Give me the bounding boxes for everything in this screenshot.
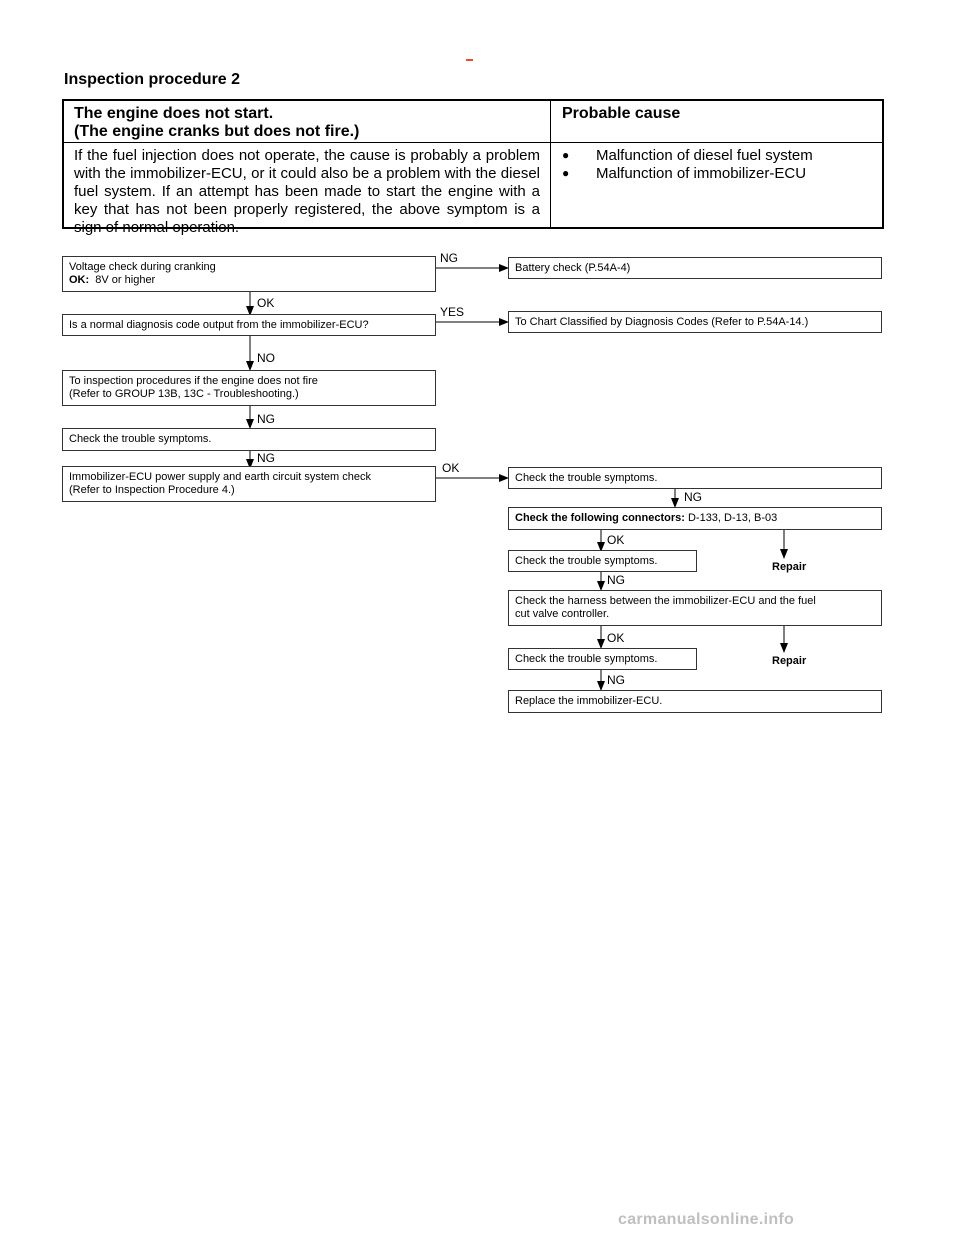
label-ok: OK — [607, 631, 625, 645]
trouble-symptoms-box-1: Check the trouble symptoms. — [62, 428, 436, 451]
repair-label: Repair — [772, 655, 807, 667]
probable-cause-item: ● Malfunction of immobilizer-ECU — [562, 165, 813, 183]
label-yes: YES — [440, 305, 465, 319]
connector-list: D-133, D-13, B-03 — [687, 512, 778, 524]
ok-criteria-label: OK: — [69, 274, 90, 286]
page-title: Inspection procedure 2 — [64, 71, 241, 88]
inspection-reference-box — [62, 370, 436, 406]
watermark: carmanualsonline.info — [618, 1211, 795, 1228]
symptom-line-1: The engine does not start. — [74, 105, 274, 122]
connector-check-label: Check the following connectors: — [515, 512, 685, 524]
connector-check-box — [508, 507, 882, 530]
probable-cause-item: ● Malfunction of diesel fuel system — [562, 147, 813, 165]
trouble-symptoms-box-4: Check the trouble symptoms. — [508, 648, 697, 670]
label-ok: OK — [257, 296, 275, 310]
ok-criteria-value: 8V or higher — [95, 274, 156, 286]
label-ng: NG — [684, 490, 702, 504]
label-ng: NG — [257, 451, 275, 465]
symptom-line-2: (The engine cranks but does not fire.) — [74, 123, 360, 140]
voltage-check-box — [62, 256, 436, 292]
harness-check-line-1: Check the harness between the immobilizer-ECU and the fuel — [515, 595, 816, 607]
harness-check-line-2: cut valve controller. — [515, 608, 610, 620]
replace-ecu-box: Replace the immobilizer-ECU. — [508, 690, 882, 713]
label-ng: NG — [257, 412, 275, 426]
repair-label: Repair — [772, 561, 807, 573]
label-no: NO — [257, 351, 275, 365]
inspection-reference-line-1: To inspection procedures if the engine does not fire — [69, 375, 318, 387]
voltage-check-text: Voltage check during cranking — [69, 261, 216, 273]
trouble-symptoms-box-3: Check the trouble symptoms. — [508, 550, 697, 572]
label-ng: NG — [440, 251, 458, 265]
diagnosis-question-box: Is a normal diagnosis code output from the immobilizer-ECU? — [62, 314, 436, 336]
probable-cause-header: Probable cause — [562, 105, 681, 122]
trouble-symptoms-box-2: Check the trouble symptoms. — [508, 467, 882, 489]
harness-check-box — [508, 590, 882, 626]
label-ok: OK — [607, 533, 625, 547]
label-ng: NG — [607, 673, 625, 687]
label-ok: OK — [442, 461, 460, 475]
battery-check-box: Battery check (P.54A-4) — [508, 257, 882, 279]
symptom-description: If the fuel injection does not operate, the cause is probably a problem with the immobilizer-ECU, or it could also be a problem with the diesel fuel system. If an attempt has been made to start the engine with a key that has not been properly registered, the above symptom is a sign of normal operation. — [74, 147, 540, 236]
label-ng: NG — [607, 573, 625, 587]
diagnosis-chart-box: To Chart Classified by Diagnosis Codes (Refer to P.54A-14.) — [508, 311, 882, 333]
power-earth-check-line-1: Immobilizer-ECU power supply and earth circuit system check — [69, 471, 371, 483]
power-earth-check-box — [62, 466, 436, 502]
power-earth-check-line-2: (Refer to Inspection Procedure 4.) — [69, 484, 235, 496]
inspection-reference-line-2: (Refer to GROUP 13B, 13C - Troubleshooting.) — [69, 388, 299, 400]
